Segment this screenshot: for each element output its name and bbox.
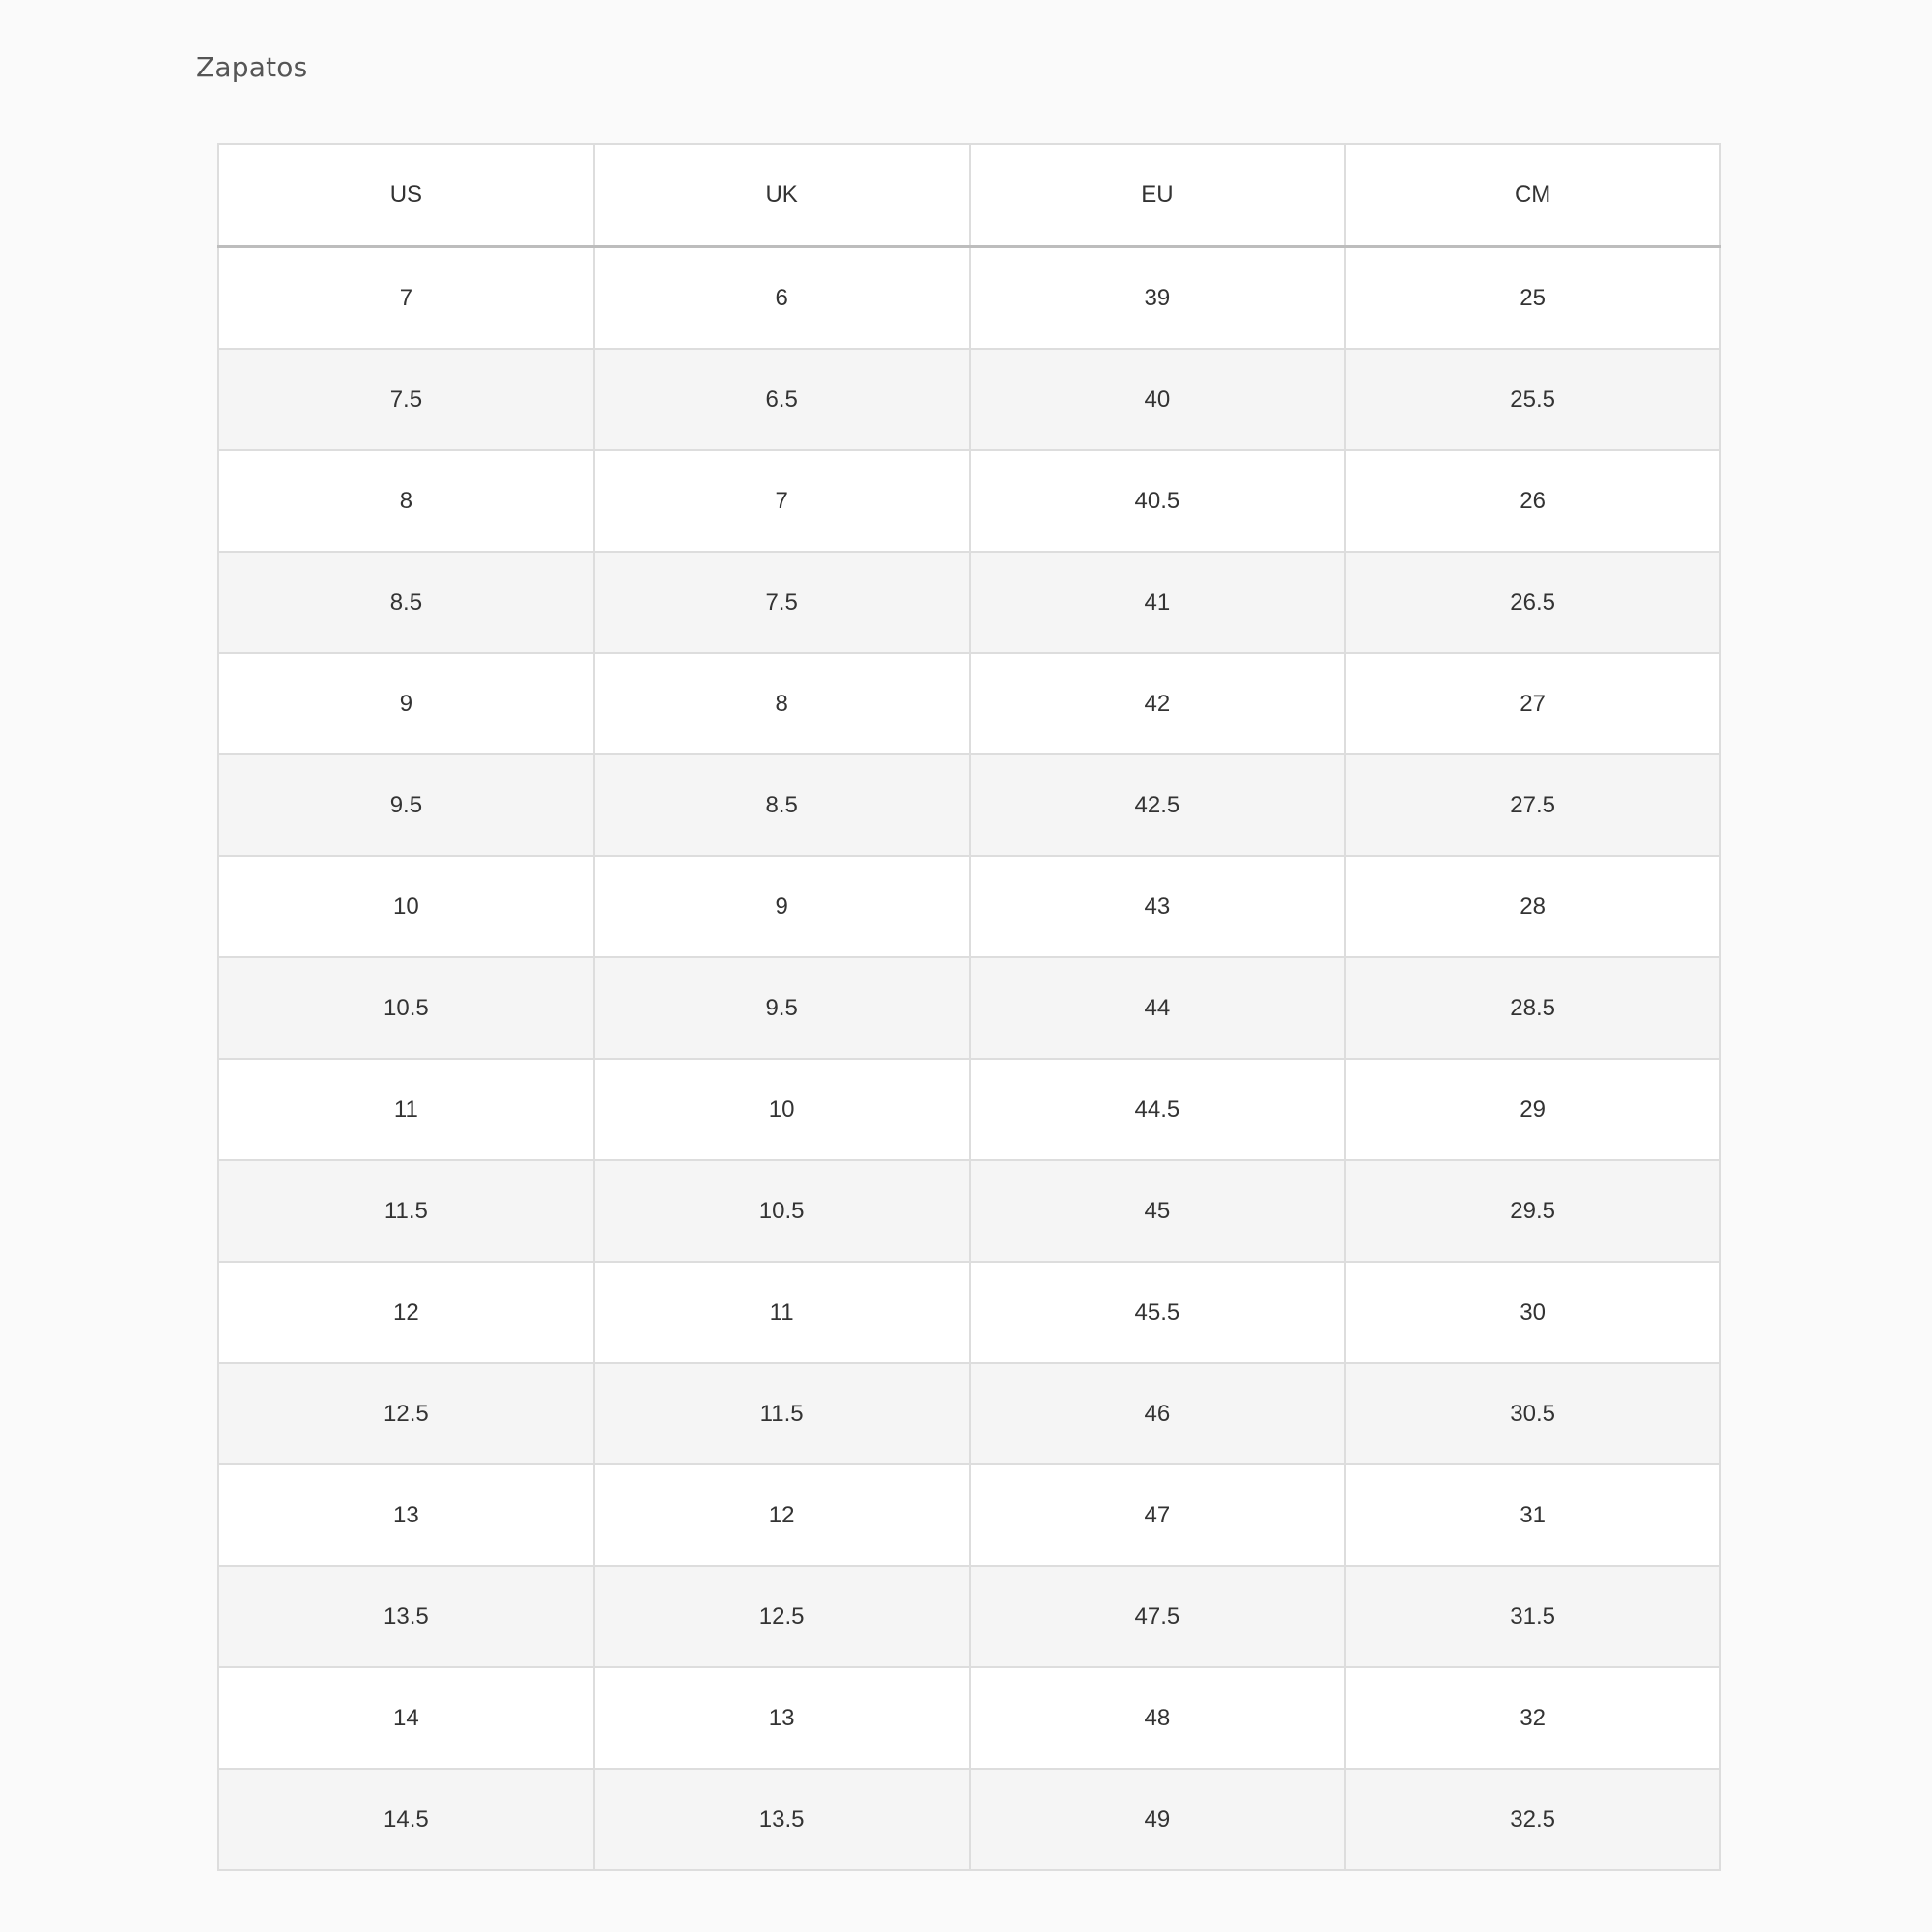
column-header-us: US: [218, 144, 594, 247]
cell-us: 10.5: [218, 957, 594, 1059]
cell-cm: 31.5: [1345, 1566, 1720, 1667]
cell-eu: 47: [970, 1464, 1346, 1566]
cell-uk: 7.5: [594, 552, 970, 653]
cell-us: 9: [218, 653, 594, 754]
cell-eu: 40: [970, 349, 1346, 450]
shoe-size-table: [217, 143, 1721, 1871]
cell-eu: 49: [970, 1769, 1346, 1870]
cell-us: 10: [218, 856, 594, 957]
cell-cm: 32: [1345, 1667, 1720, 1769]
cell-uk: 9.5: [594, 957, 970, 1059]
table-row: [218, 957, 1720, 1059]
cell-uk: 13: [594, 1667, 970, 1769]
cell-us: 9.5: [218, 754, 594, 856]
cell-uk: 11.5: [594, 1363, 970, 1464]
cell-cm: 27: [1345, 653, 1720, 754]
cell-cm: 26: [1345, 450, 1720, 552]
cell-cm: 30.5: [1345, 1363, 1720, 1464]
cell-eu: 47.5: [970, 1566, 1346, 1667]
cell-cm: 28: [1345, 856, 1720, 957]
header-row: [218, 144, 1720, 247]
cell-us: 14.5: [218, 1769, 594, 1870]
table-row: [218, 1363, 1720, 1464]
cell-uk: 11: [594, 1262, 970, 1363]
cell-eu: 46: [970, 1363, 1346, 1464]
cell-eu: 41: [970, 552, 1346, 653]
cell-eu: 45: [970, 1160, 1346, 1262]
table-row: [218, 1769, 1720, 1870]
cell-us: 11.5: [218, 1160, 594, 1262]
table-row: [218, 1059, 1720, 1160]
table-row: [218, 450, 1720, 552]
cell-cm: 26.5: [1345, 552, 1720, 653]
cell-us: 8.5: [218, 552, 594, 653]
cell-eu: 45.5: [970, 1262, 1346, 1363]
table-row: [218, 856, 1720, 957]
cell-eu: 42: [970, 653, 1346, 754]
table-row: [218, 1160, 1720, 1262]
cell-cm: 29: [1345, 1059, 1720, 1160]
table-row: [218, 349, 1720, 450]
cell-eu: 42.5: [970, 754, 1346, 856]
cell-cm: 31: [1345, 1464, 1720, 1566]
cell-eu: 44.5: [970, 1059, 1346, 1160]
cell-eu: 48: [970, 1667, 1346, 1769]
cell-us: 12.5: [218, 1363, 594, 1464]
cell-cm: 29.5: [1345, 1160, 1720, 1262]
cell-us: 13: [218, 1464, 594, 1566]
cell-uk: 10.5: [594, 1160, 970, 1262]
cell-uk: 7: [594, 450, 970, 552]
cell-cm: 25: [1345, 247, 1720, 350]
cell-us: 11: [218, 1059, 594, 1160]
cell-cm: 32.5: [1345, 1769, 1720, 1870]
cell-us: 8: [218, 450, 594, 552]
cell-uk: 8.5: [594, 754, 970, 856]
page-title: Zapatos: [196, 51, 308, 83]
cell-uk: 6.5: [594, 349, 970, 450]
table-header: [218, 144, 1720, 247]
cell-cm: 25.5: [1345, 349, 1720, 450]
table-row: [218, 653, 1720, 754]
cell-uk: 12.5: [594, 1566, 970, 1667]
table-row: [218, 552, 1720, 653]
table-row: [218, 247, 1720, 350]
cell-cm: 30: [1345, 1262, 1720, 1363]
column-header-cm: CM: [1345, 144, 1720, 247]
cell-eu: 44: [970, 957, 1346, 1059]
cell-uk: 10: [594, 1059, 970, 1160]
table-row: [218, 1667, 1720, 1769]
table-row: [218, 1262, 1720, 1363]
table-row: [218, 1566, 1720, 1667]
cell-cm: 28.5: [1345, 957, 1720, 1059]
cell-uk: 13.5: [594, 1769, 970, 1870]
cell-uk: 12: [594, 1464, 970, 1566]
table-row: [218, 1464, 1720, 1566]
cell-us: 14: [218, 1667, 594, 1769]
cell-us: 7.5: [218, 349, 594, 450]
cell-eu: 40.5: [970, 450, 1346, 552]
cell-us: 12: [218, 1262, 594, 1363]
table-row: [218, 754, 1720, 856]
cell-us: 13.5: [218, 1566, 594, 1667]
cell-eu: 39: [970, 247, 1346, 350]
cell-uk: 8: [594, 653, 970, 754]
cell-uk: 6: [594, 247, 970, 350]
cell-cm: 27.5: [1345, 754, 1720, 856]
cell-eu: 43: [970, 856, 1346, 957]
cell-uk: 9: [594, 856, 970, 957]
column-header-eu: EU: [970, 144, 1346, 247]
table-body: [218, 247, 1720, 1871]
column-header-uk: UK: [594, 144, 970, 247]
cell-us: 7: [218, 247, 594, 350]
